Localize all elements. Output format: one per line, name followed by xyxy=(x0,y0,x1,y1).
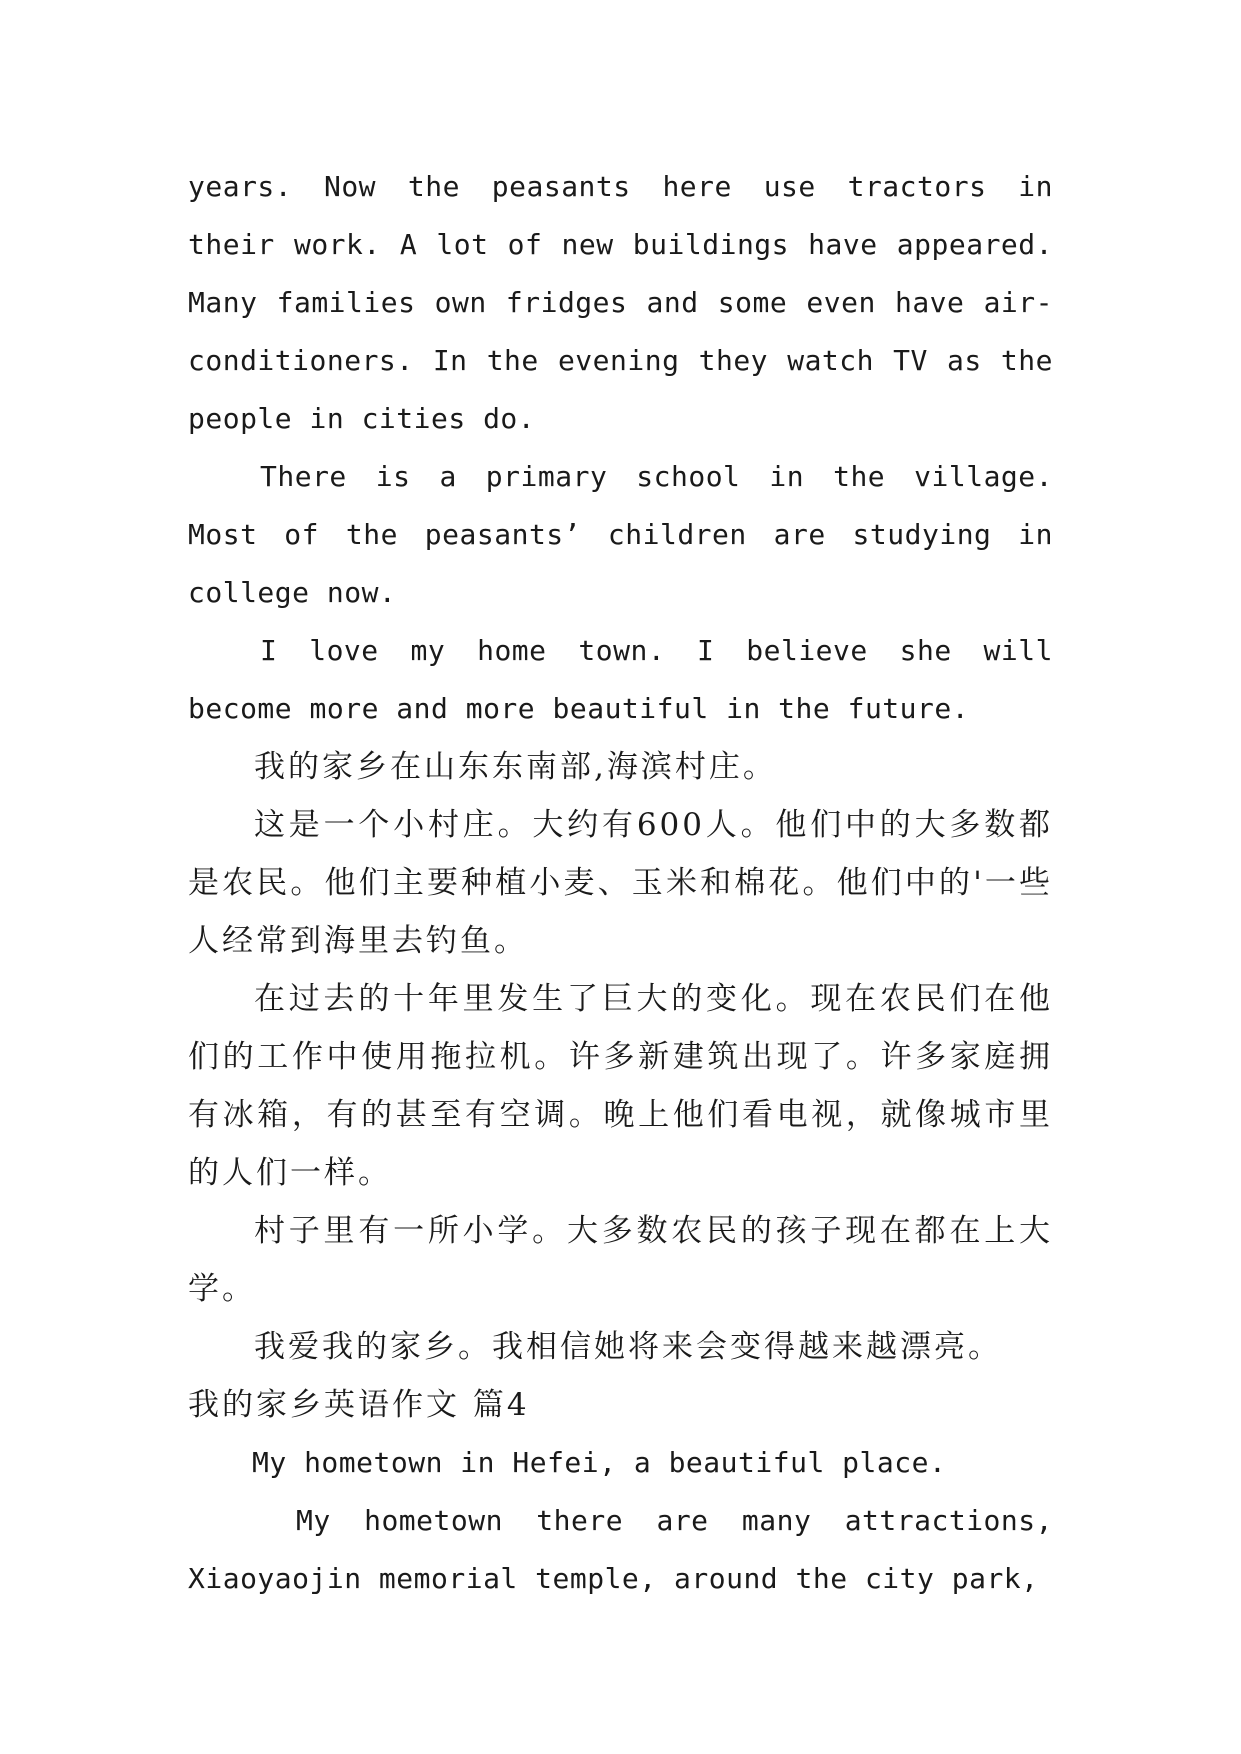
english-paragraph-3: I love my home town. I believe she will become more and more beautiful in the future. xyxy=(188,634,1053,725)
chinese-paragraph-5: 我爱我的家乡。我相信她将来会变得越来越漂亮。 xyxy=(254,1329,1002,1365)
english-paragraph-2: There is a primary school in the village. Most of the peasants’ children are studying in college now. xyxy=(188,460,1053,609)
section-heading: 我的家乡英语作文 篇4 xyxy=(188,1387,530,1423)
english-paragraph-1: years. Now the peasants here use tractors in their work. A lot of new buildings have appeared. Many families own fridges and some even have air-conditioners. In the evening they watch TV as the people in cities do. xyxy=(188,170,1053,435)
english-paragraph-5: My hometown there are many attractions, Xiaoyaojin memorial temple, around the city park, xyxy=(188,1504,1053,1595)
chinese-paragraph-4: 村子里有一所小学。大多数农民的孩子现在都在上大学。 xyxy=(188,1213,1053,1307)
chinese-paragraph-1: 我的家乡在山东东南部,海滨村庄。 xyxy=(254,749,777,785)
chinese-paragraph-2: 这是一个小村庄。大约有600人。他们中的大多数都是农民。他们主要种植小麦、玉米和棉花。他们中的'一些人经常到海里去钓鱼。 xyxy=(188,807,1053,959)
chinese-paragraph-3: 在过去的十年里发生了巨大的变化。现在农民们在他们的工作中使用拖拉机。许多新建筑出现了。许多家庭拥有冰箱，有的甚至有空调。晚上他们看电视，就像城市里的人们一样。 xyxy=(188,981,1053,1191)
english-paragraph-4: My hometown in Hefei, a beautiful place. xyxy=(252,1446,947,1479)
document-body xyxy=(188,158,1053,1608)
